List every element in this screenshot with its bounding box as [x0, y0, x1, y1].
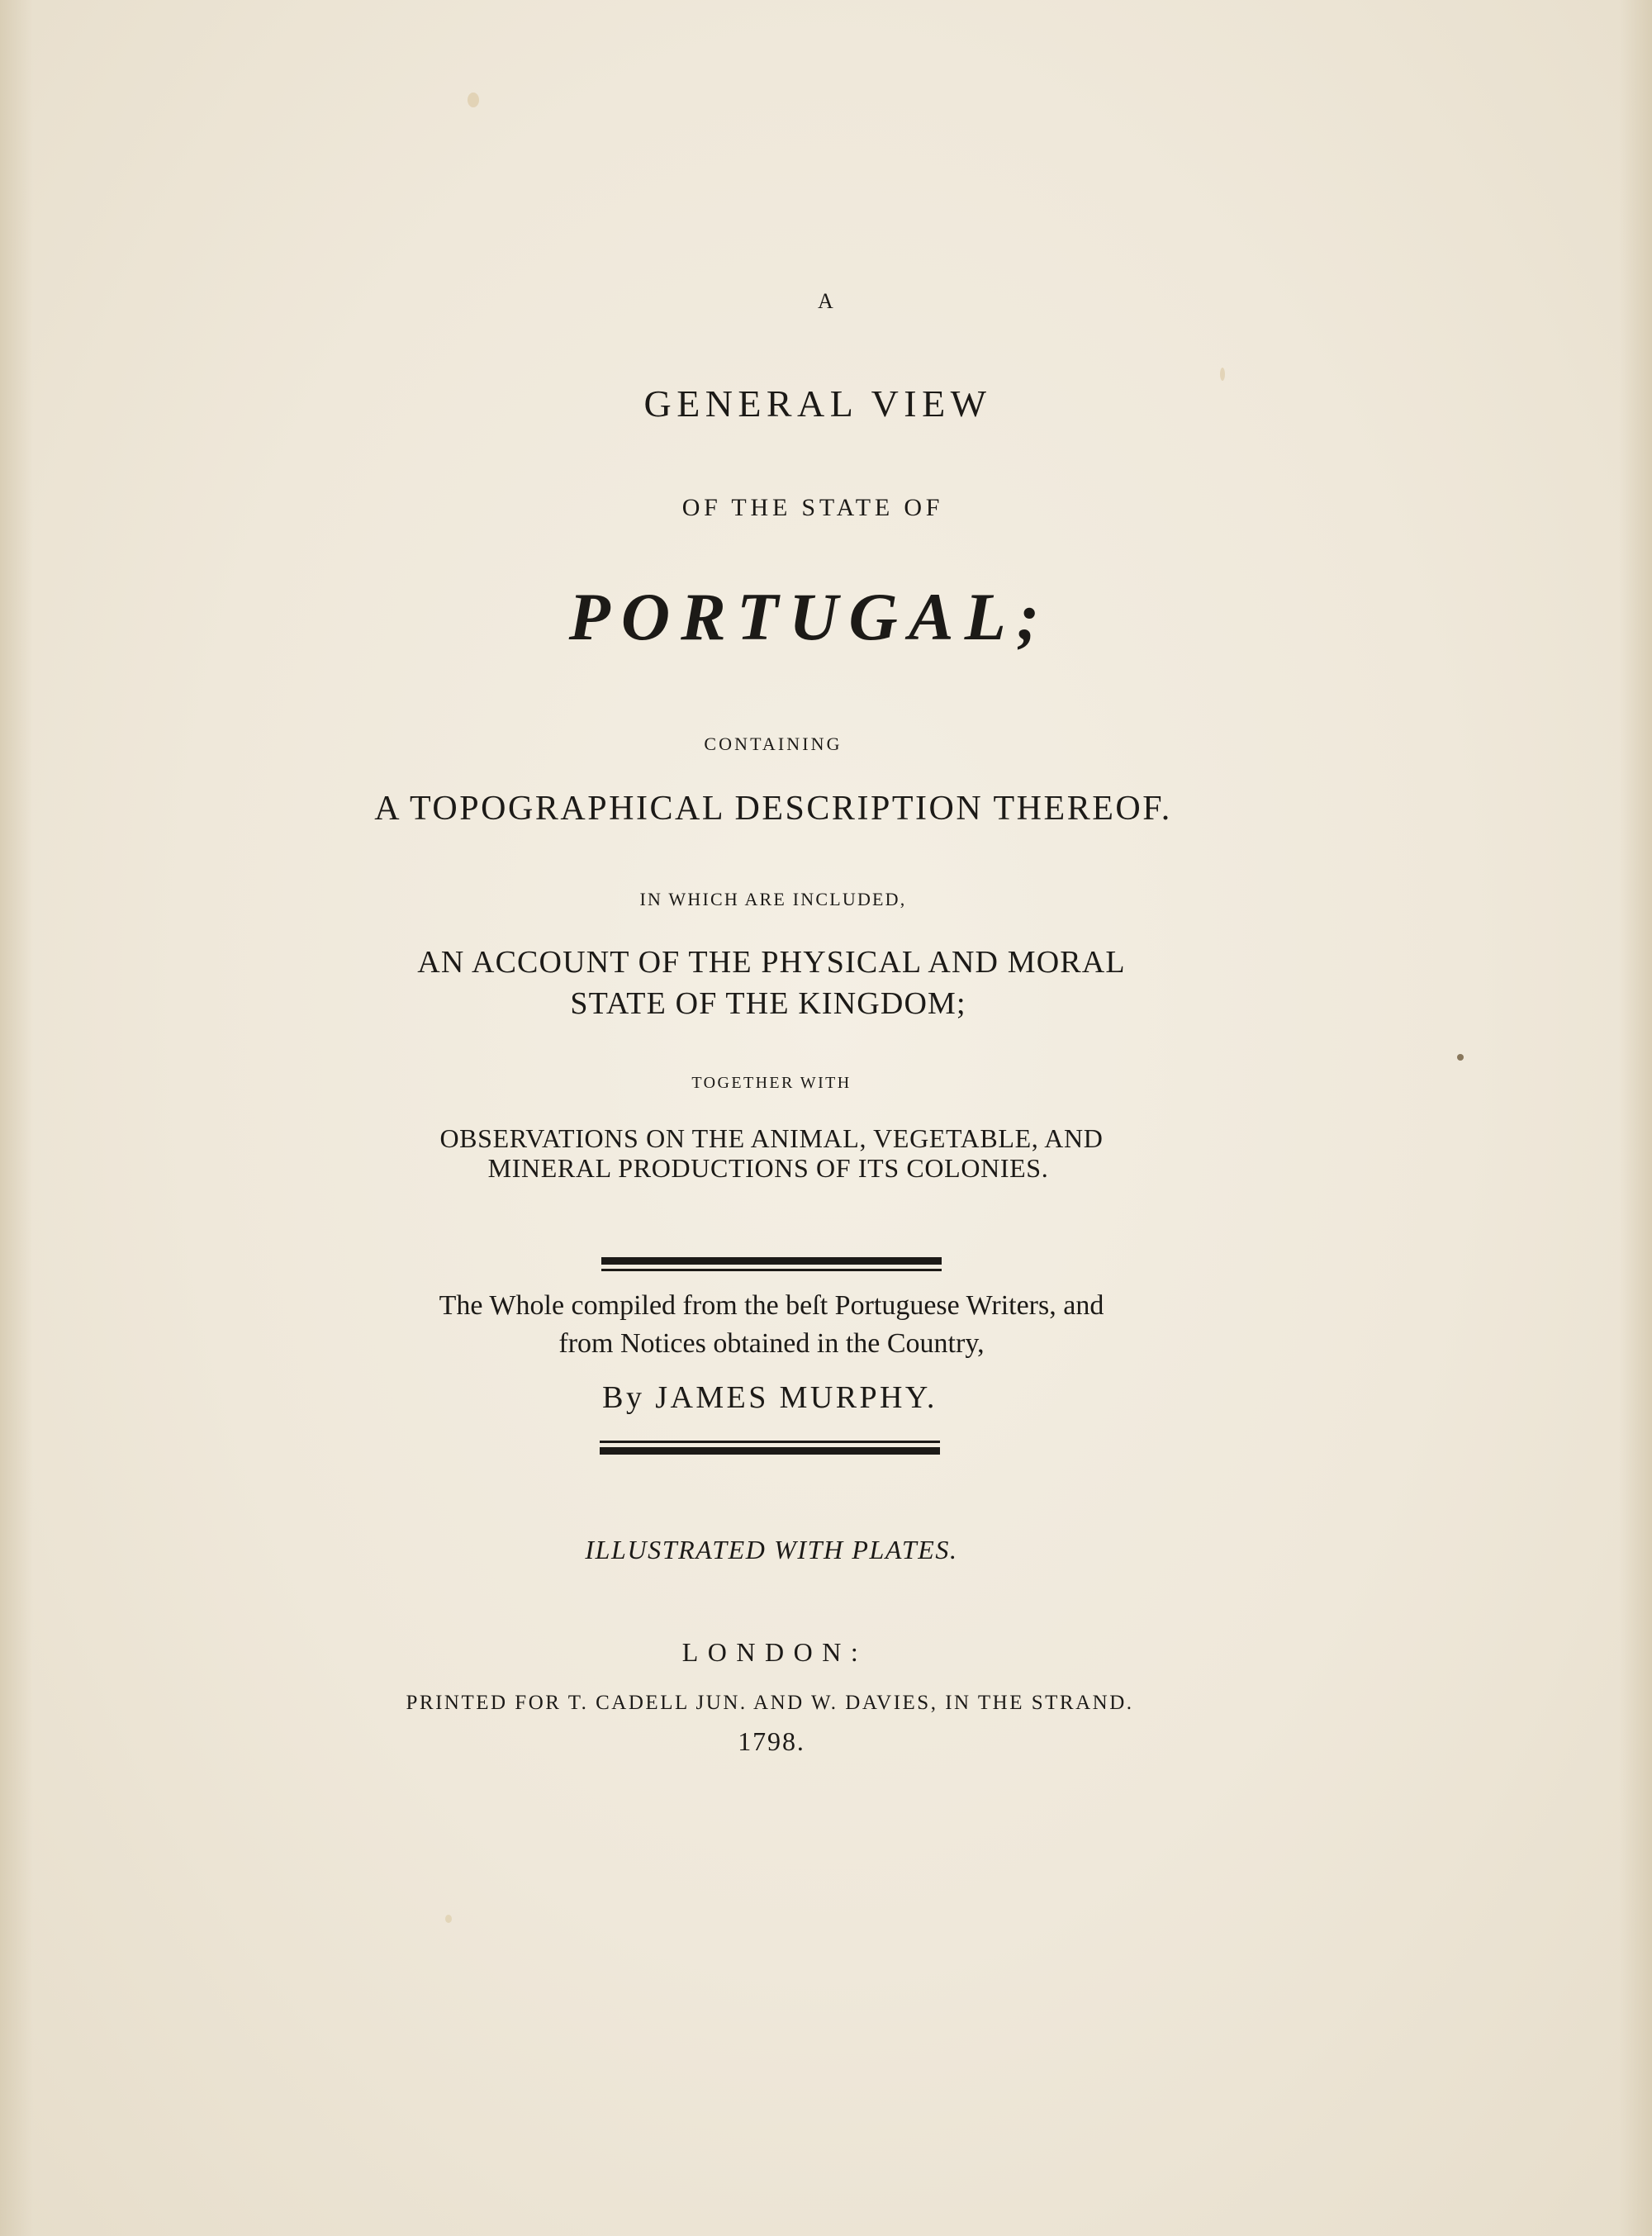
title-account-line-2: STATE OF THE KINGDOM; [570, 986, 966, 1021]
title-article: A [817, 289, 835, 313]
double-rule-bottom [600, 1441, 940, 1455]
imprint-year: 1798. [738, 1726, 805, 1756]
page-edge-left [0, 0, 33, 2236]
title-account-line-1: AN ACCOUNT OF THE PHYSICAL AND MORAL [417, 945, 1126, 980]
title-observations-line-1: OBSERVATIONS ON THE ANIMAL, VEGETABLE, AND [439, 1123, 1104, 1153]
title-containing: CONTAINING [704, 733, 843, 754]
imprint-place: LONDON: [681, 1637, 868, 1667]
title-general-view: GENERAL VIEW [643, 382, 992, 425]
title-of-the-state-of: OF THE STATE OF [681, 494, 944, 521]
foxing-spot [1457, 1054, 1464, 1061]
foxing-spot [445, 1915, 452, 1923]
imprint-printer: PRINTED FOR T. CADELL JUN. AND W. DAVIES, IN THE STRAND. [406, 1692, 1134, 1714]
illustrated-line: ILLUSTRATED WITH PLATES. [585, 1535, 958, 1564]
title-topographical: A TOPOGRAPHICAL DESCRIPTION THEREOF. [374, 790, 1172, 828]
page-edge-right [1619, 0, 1652, 2236]
title-portugal: PORTUGAL; [568, 579, 1051, 654]
foxing-spot [468, 93, 479, 107]
author-line: By JAMES MURPHY. [602, 1380, 938, 1415]
title-together-with: TOGETHER WITH [691, 1074, 852, 1092]
foxing-spot [1220, 368, 1225, 381]
title-in-which: IN WHICH ARE INCLUDED, [639, 889, 907, 909]
compiled-line-2: from Notices obtained in the Country, [558, 1328, 985, 1359]
double-rule-top [601, 1257, 942, 1271]
title-observations-line-2: MINERAL PRODUCTIONS OF ITS COLONIES. [487, 1153, 1049, 1183]
compiled-line-1: The Whole compiled from the beſt Portuguese Writers, and [439, 1290, 1104, 1321]
